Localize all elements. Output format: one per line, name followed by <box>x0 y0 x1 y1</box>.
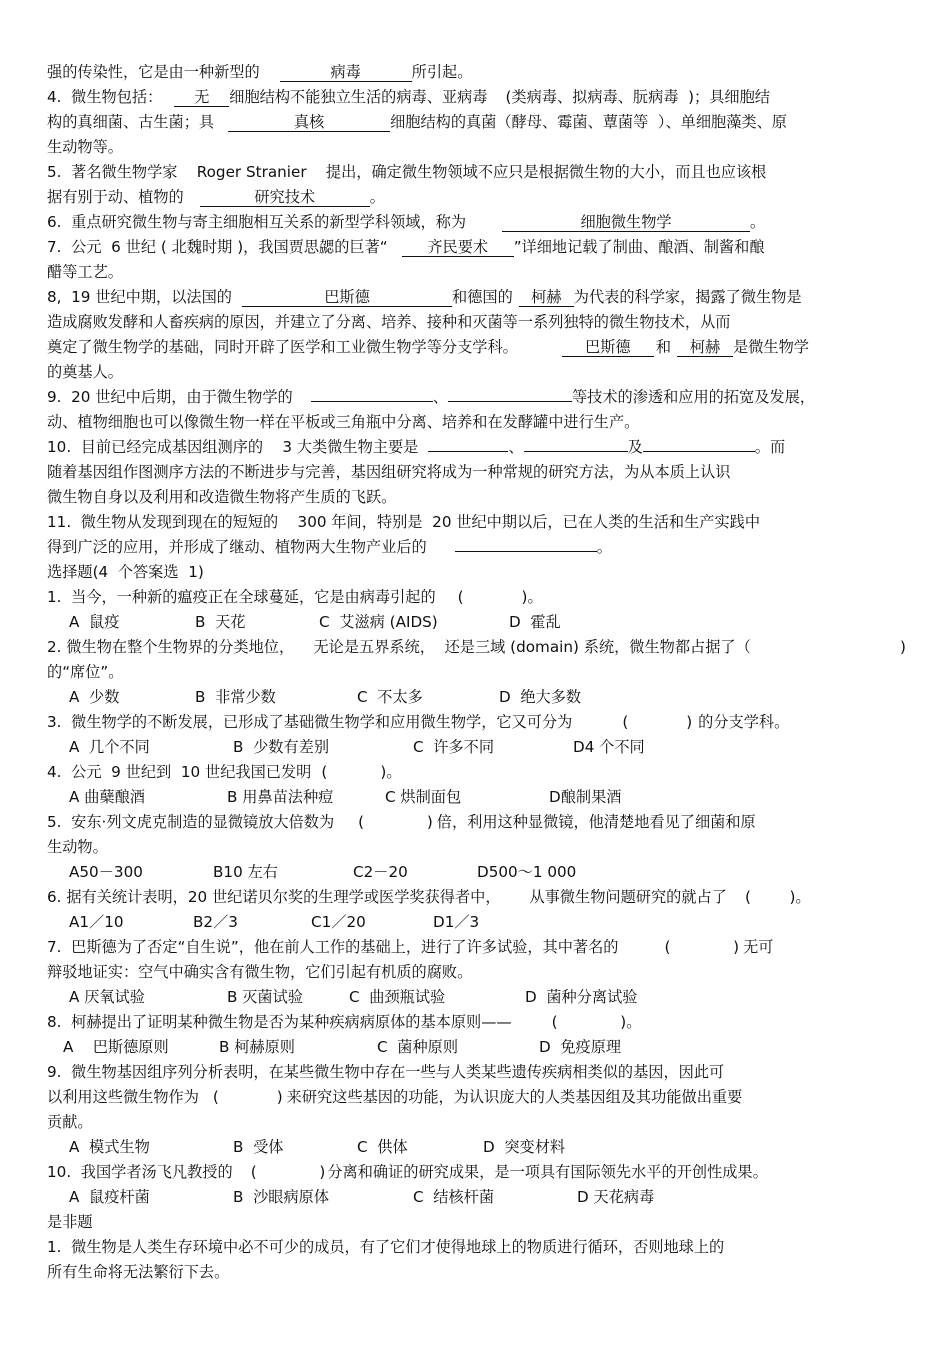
answer-blank: 真核 <box>228 113 390 132</box>
text-line: 5. 著名微生物学家 Roger Stranier 提出，确定微生物领域不应只是根据微生物的大小，而且也应该根 <box>47 163 767 181</box>
question-stem: 8. 柯赫提出了证明某种微生物是否为某种疾病病原体的基本原则—— ( )。 <box>47 1013 642 1031</box>
section-heading: 选择题(4 个答案选 1) <box>47 563 204 581</box>
answer-blank <box>428 451 508 452</box>
question-stem: 7. 巴斯德为了否定“自生说”，他在前人工作的基础上，进行了许多试验，其中著名的 ( ) 无可 <box>47 938 774 956</box>
section-heading: 是非题 <box>47 1213 93 1231</box>
question-stem: 贡献。 <box>47 1113 93 1131</box>
answer-blank: 无 <box>174 88 229 107</box>
text-line: 生动物等。 <box>47 138 123 156</box>
text-line: 造成腐败发酵和人畜疾病的原因，并建立了分离、培养、接种和灭菌等一系列独特的微生物技术，从而 <box>47 313 731 331</box>
answer-blank <box>311 401 433 402</box>
text-line: 8, 19 世纪中期，以法国的 巴斯德 和德国的 柯赫 为代表的科学家，揭露了微生物是 <box>47 288 802 306</box>
answer-blank <box>455 551 597 552</box>
question-stem: 1. 当今，一种新的瘟疫正在全球蔓延，它是由病毒引起的 ( )。 <box>47 588 543 606</box>
question-stem: 2. 微生物在整个生物界的分类地位， 无论是五界系统， 还是三域 (domain) 系统，微生物都占据了（ ) <box>47 638 906 656</box>
answer-blank <box>643 451 755 452</box>
answer-blank: 巴斯德 <box>562 338 654 357</box>
question-stem: 的“席位”。 <box>47 663 124 681</box>
text-line: 构的真细菌、古生菌；具 真核 细胞结构的真菌（酵母、霉菌、蕈菌等 ）、单细胞藻类、原 <box>47 113 787 131</box>
answer-blank <box>448 401 572 402</box>
text-line: 奠定了微生物学的基础，同时开辟了医学和工业微生物学等分支学科。 巴斯德 和 柯赫 是微生物学 <box>47 338 809 356</box>
text-line: 11. 微生物从发现到现在的短短的 300 年间，特别是 20 世纪中期以后，已在人类的生活和生产实践中 <box>47 513 761 531</box>
text-line: 动、植物细胞也可以像微生物一样在平板或三角瓶中分离、培养和在发酵罐中进行生产。 <box>47 413 640 431</box>
question-stem: 3. 微生物学的不断发展，已形成了基础微生物学和应用微生物学，它又可分为 ( ) 的分支学科。 <box>47 713 790 731</box>
answer-blank <box>524 451 628 452</box>
text-line: 强的传染性，它是由一种新型的 病毒 所引起。 <box>47 63 473 81</box>
question-stem: 9. 微生物基因组序列分析表明，在某些微生物中存在一些与人类某些遗传疾病相类似的基因，因此可 <box>47 1063 725 1081</box>
text-line: 据有别于动、植物的 研究技术 。 <box>47 188 385 206</box>
question-stem: 5. 安东·列文虎克制造的显微镜放大倍数为 ( ) 倍，利用这种显微镜，他清楚地看见了细菌和原 <box>47 813 756 831</box>
question-stem: 4. 公元 9 世纪到 10 世纪我国已发明 ( )。 <box>47 763 402 781</box>
text-line: 6. 重点研究微生物与寄主细胞相互关系的新型学科领域，称为 细胞微生物学 。 <box>47 213 766 231</box>
answer-blank: 研究技术 <box>200 188 370 207</box>
question-stem: 6. 据有关统计表明，20 世纪诺贝尔奖的生理学或医学奖获得者中， 从事微生物问题研究的就占了 ( )。 <box>47 888 811 906</box>
question-stem: 生动物。 <box>47 838 108 856</box>
question-stem: 10. 我国学者汤飞凡教授的 ( ) 分离和确证的研究成果，是一项具有国际领先水平的开创性成果。 <box>47 1163 768 1181</box>
text-line: 微生物自身以及利用和改造微生物将产生质的飞跃。 <box>47 488 397 506</box>
question-stem: 所有生命将无法繁衍下去。 <box>47 1263 230 1281</box>
text-line: 随着基因组作图测序方法的不断进步与完善，基因组研究将成为一种常规的研究方法，为从本质上认识 <box>47 463 731 481</box>
answer-blank: 病毒 <box>280 63 412 82</box>
answer-blank: 柯赫 <box>677 338 733 357</box>
question-stem: 辩驳地证实：空气中确实含有微生物，它们引起有机质的腐败。 <box>47 963 473 981</box>
text-line: 醋等工艺。 <box>47 263 123 281</box>
question-stem: 1. 微生物是人类生存环境中必不可少的成员，有了它们才使得地球上的物质进行循环，否则地球上的 <box>47 1238 725 1256</box>
question-stem: 以利用这些微生物作为 ( ) 来研究这些基因的功能，为认识庞大的人类基因组及其功能做出重要 <box>47 1088 743 1106</box>
answer-blank: 巴斯德 <box>242 288 452 307</box>
text-line: 4. 微生物包括： 无 细胞结构不能独立生活的病毒、亚病毒 (类病毒、拟病毒、朊病毒 )；具细胞结 <box>47 88 770 106</box>
text-line: 9. 20 世纪中后期，由于微生物学的 、 等技术的渗透和应用的拓宽及发展， <box>47 388 815 406</box>
answer-blank: 细胞微生物学 <box>502 213 750 232</box>
text-line: 的奠基人。 <box>47 363 123 381</box>
answer-blank: 齐民要术 <box>402 238 514 257</box>
text-line: 7. 公元 6 世纪 ( 北魏时期 )，我国贾思勰的巨著“ 齐民要术 ”详细地记载了制曲、酿酒、制酱和酿 <box>47 238 765 256</box>
answer-blank: 柯赫 <box>519 288 574 307</box>
text-line: 得到广泛的应用，并形成了继动、植物两大生物产业后的 。 <box>47 538 612 556</box>
text-line: 10. 目前已经完成基因组测序的 3 大类微生物主要是 、 及 。而 <box>47 438 786 456</box>
